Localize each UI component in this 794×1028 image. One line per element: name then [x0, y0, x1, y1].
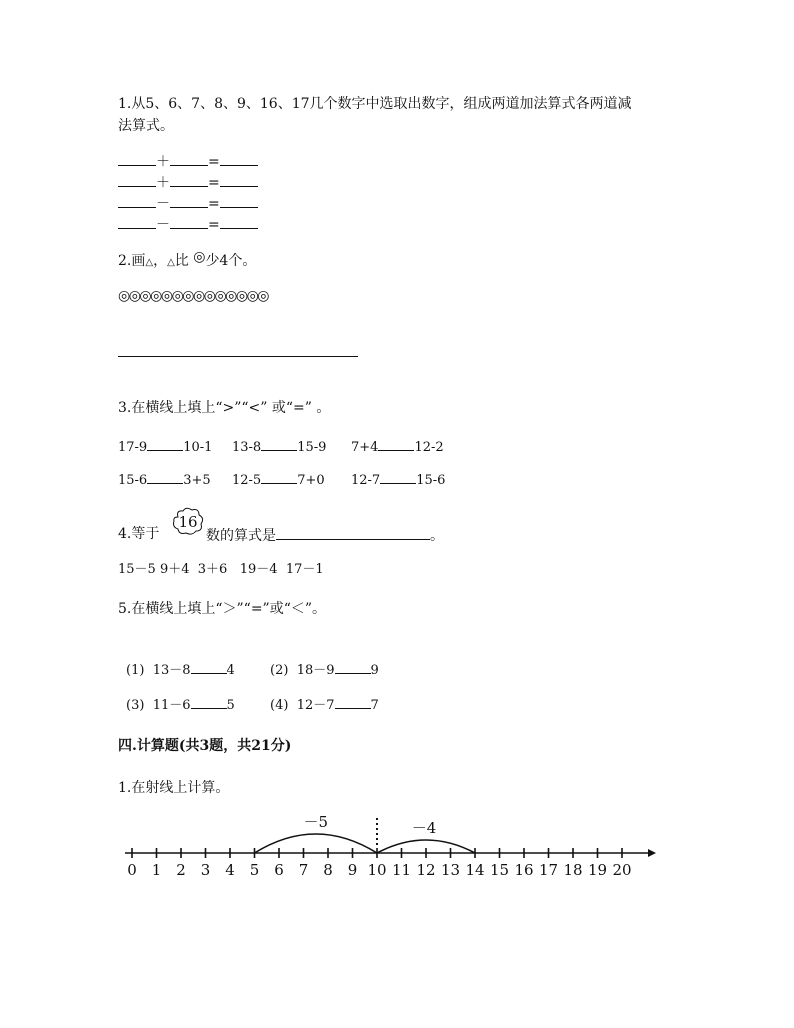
section4-q1-title: 1.在射线上计算。	[118, 780, 230, 796]
q3-item-3: 7+4 12-2	[351, 436, 444, 457]
q3-item-5: 12-5 7+0	[232, 469, 325, 490]
option: 19－4	[239, 562, 278, 577]
tick-label-20: 20	[612, 861, 632, 879]
q1-equation-row-2	[118, 172, 258, 192]
answer-blank[interactable]	[170, 151, 208, 166]
q3-item-6: 12-7 15-6	[351, 469, 445, 490]
equals: =	[208, 175, 220, 191]
q5-item-1: (1) 13－8 4	[126, 659, 235, 680]
option: 17－1	[285, 562, 324, 577]
q1-equation-row-4	[118, 214, 258, 234]
answer-blank[interactable]	[378, 436, 414, 451]
answer-blank[interactable]	[261, 436, 297, 451]
answer-blank[interactable]	[335, 659, 371, 674]
answer-blank[interactable]	[118, 193, 156, 208]
q5-title: 5.在横线上填上“＞”“=”或“＜”。	[118, 601, 327, 617]
answer-blank[interactable]	[380, 469, 416, 484]
answer-blank[interactable]	[170, 193, 208, 208]
flower-number: 16	[178, 513, 198, 531]
triangle-icon: △	[167, 257, 175, 268]
triangle-icon: △	[145, 257, 154, 268]
answer-blank[interactable]	[191, 659, 227, 674]
tick-label-13: 13	[440, 861, 461, 879]
operator: ＋	[156, 154, 170, 170]
answer-blank[interactable]	[147, 469, 183, 484]
answer-blank[interactable]	[220, 193, 258, 208]
tick-label-1: 1	[151, 861, 162, 879]
tick-label-10: 10	[367, 861, 387, 879]
equals: =	[208, 217, 220, 233]
q3-item-1: 17-9 10-1	[118, 436, 212, 457]
answer-blank[interactable]	[220, 214, 258, 229]
q3-item-2: 13-8 15-9	[232, 436, 326, 457]
answer-blank[interactable]	[220, 172, 258, 187]
q2-title	[118, 249, 257, 272]
q4-suffix: 数的算式是 。	[206, 525, 444, 545]
answer-blank[interactable]	[191, 694, 227, 709]
answer-blank[interactable]	[118, 172, 156, 187]
q5-item-4: (4) 12－7 7	[270, 694, 379, 715]
tick-label-5: 5	[249, 861, 260, 879]
arc2-label: －4	[411, 819, 437, 837]
arc1-label: －5	[303, 813, 329, 831]
answer-blank[interactable]	[118, 151, 156, 166]
answer-blank[interactable]	[170, 214, 208, 229]
tick-label-8: 8	[323, 861, 333, 879]
answer-blank[interactable]	[335, 694, 371, 709]
number-line-arrow	[648, 849, 656, 857]
q3-title: 3.在横线上填上“>”“<” 或“=” 。	[118, 400, 331, 416]
tick-label-12: 12	[416, 861, 436, 879]
q1-equation-row-3	[118, 193, 258, 213]
q2-sep: ，	[153, 253, 168, 269]
q2-answer-line[interactable]	[118, 356, 358, 357]
q2-suffix: 少4个。	[205, 253, 257, 269]
q1-line1: 1.从5、6、7、8、9、16、17几个数字中选取出数字，组成两道加法算式各两道减	[118, 96, 632, 112]
circle-icon: ◎	[193, 249, 206, 265]
tick-label-0: 0	[127, 861, 137, 879]
tick-label-15: 15	[489, 861, 510, 879]
tick-label-19: 19	[587, 861, 608, 879]
answer-blank[interactable]	[276, 525, 430, 540]
tick-label-2: 2	[176, 861, 186, 879]
equals: =	[208, 196, 220, 212]
tick-label-3: 3	[200, 861, 211, 879]
operator: －	[156, 196, 170, 212]
option: 15－5	[118, 562, 156, 577]
q1-equation-row-1	[118, 151, 258, 171]
q5-item-2: (2) 18－9 9	[270, 659, 379, 680]
answer-blank[interactable]	[170, 172, 208, 187]
q2-circles: ◎◎◎◎◎◎◎◎◎◎◎◎◎◎	[118, 288, 269, 304]
tick-label-7: 7	[298, 861, 309, 879]
tick-label-9: 9	[347, 861, 358, 879]
answer-blank[interactable]	[147, 436, 183, 451]
q1-line2: 法算式。	[118, 118, 174, 134]
option: 9＋4	[159, 562, 190, 577]
answer-blank[interactable]	[220, 151, 258, 166]
tick-label-11: 11	[391, 861, 412, 879]
q2-prefix: 2.画	[118, 253, 146, 269]
answer-blank[interactable]	[261, 469, 297, 484]
q2-bi: 比	[174, 253, 189, 269]
q5-item-3: (3) 11－6 5	[126, 694, 235, 715]
tick-label-4: 4	[225, 861, 235, 879]
number-line	[0, 810, 794, 890]
flower-icon	[170, 507, 206, 537]
operator: －	[156, 217, 170, 233]
q4-prefix: 4.等于	[118, 526, 160, 542]
option: 3＋6	[197, 562, 228, 577]
q3-item-4: 15-6 3+5	[118, 469, 211, 490]
answer-blank[interactable]	[118, 214, 156, 229]
tick-label-6: 6	[274, 861, 284, 879]
operator: ＋	[156, 175, 170, 191]
arc-minus-5	[255, 834, 378, 853]
equals: =	[208, 154, 220, 170]
tick-label-17: 17	[538, 861, 559, 879]
tick-label-14: 14	[465, 861, 485, 879]
tick-label-16: 16	[514, 861, 534, 879]
tick-label-18: 18	[563, 861, 583, 879]
q4-options	[118, 561, 324, 579]
section4-title: 四.计算题(共3题，共21分)	[118, 738, 292, 754]
